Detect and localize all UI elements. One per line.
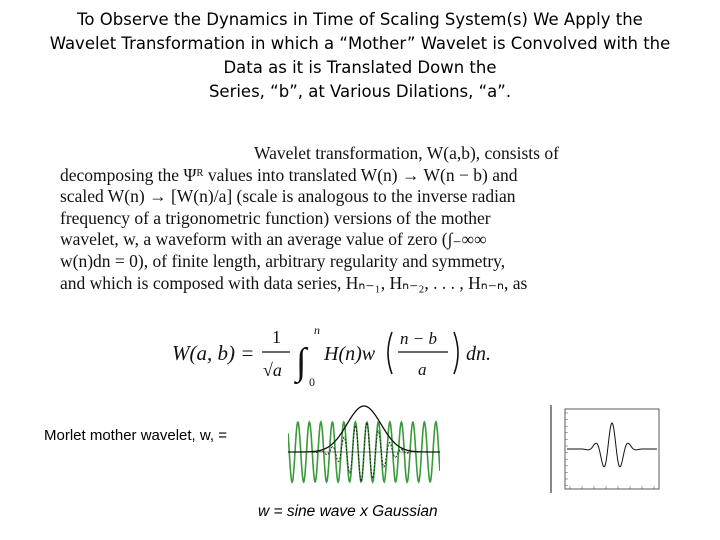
excerpt-line-1: Wavelet transformation, W(a,b), consists of [254, 143, 559, 163]
excerpt-line-6: w(n)dn = 0), of finite length, arbitrary regularity and symmetry, [60, 250, 506, 271]
formula-fraction-numerator: n − b [400, 329, 437, 348]
formula-coef-numerator: 1 [272, 327, 281, 347]
formula-fraction-denominator: a [418, 360, 427, 379]
integral-sign: ∫ [296, 341, 307, 383]
formula-tail: dn. [466, 343, 491, 365]
formula-coef-denominator: √a [263, 360, 282, 380]
integral-upper-limit: n [314, 323, 320, 337]
formula-integrand: H(n)w [324, 343, 376, 365]
title-line-3: Data as it is Translated Down the [223, 58, 497, 77]
title-line-1: To Observe the Dynamics in Time of Scaling System(s) We Apply the [77, 10, 643, 29]
morlet-label: Morlet mother wavelet, w, = [44, 427, 227, 444]
excerpt-line-2: decomposing the Ψᴿ values into translated W(n) → W(n − b) and [60, 164, 518, 185]
formula-lhs: W(a, b) = [172, 341, 255, 365]
title-line-2: Wavelet Transformation in which a “Mother” Wavelet is Convolved with the [49, 34, 671, 53]
excerpt-line-7: and which is composed with data series, Hₙ₋₁, Hₙ₋₂, . . . , Hₙ₋ₙ, as [60, 272, 528, 293]
excerpt-line-4: frequency of a trigonometric function) versions of the mother [60, 207, 491, 228]
morlet-caption: w = sine wave x Gaussian [258, 503, 438, 520]
wavelet-transform-formula [172, 320, 502, 390]
right-paren [454, 332, 458, 374]
title-line-4: Series, “b”, at Various Dilations, “a”. [208, 82, 512, 101]
integral-lower-limit: 0 [309, 375, 315, 389]
left-paren [388, 332, 392, 374]
slide-title [20, 8, 700, 104]
morlet-wavelet-line [567, 423, 657, 467]
chart-ticks [565, 413, 654, 489]
excerpt-line-3: scaled W(n) → [W(n)/a] (scale is analogous to the inverse radian [60, 186, 516, 207]
morlet-construction-plot [288, 402, 440, 494]
excerpt-line-5: wavelet, w, a waveform with an average value of zero (∫₋∞∞ [60, 229, 487, 250]
wavelet-definition-excerpt [60, 143, 608, 294]
morlet-wavelet-chart [548, 405, 668, 495]
